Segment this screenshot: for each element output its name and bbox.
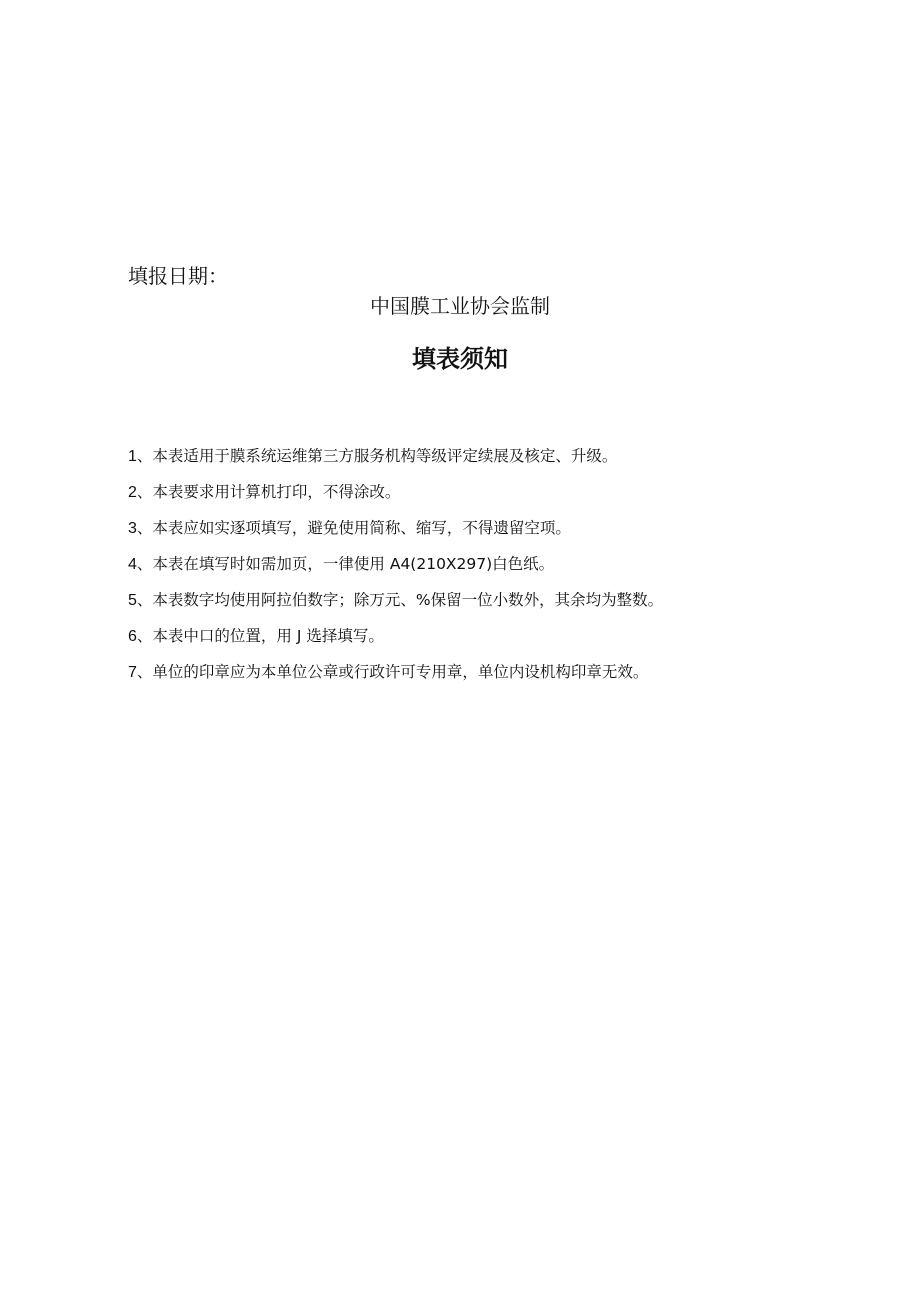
notice-title: 填表须知 <box>412 345 508 373</box>
notice-list <box>128 442 828 694</box>
notice-item-number: 1 <box>128 448 137 465</box>
notice-item-text: 、本表数字均使用阿拉伯数字；除万元、%保留一位小数外，其余均为整数。 <box>136 591 664 609</box>
notice-item-text: 、本表在填写时如需加页，一律使用 A4(210X297)白色纸。 <box>136 555 555 573</box>
notice-item-text: 、单位的印章应为本单位公章或行政许可专用章，单位内设机构印章无效。 <box>136 663 649 681</box>
notice-item-2 <box>128 478 828 514</box>
supervisor-text: 中国膜工业协会监制 <box>370 294 550 318</box>
notice-item-5 <box>128 586 828 622</box>
notice-item-number: 3 <box>128 520 137 537</box>
notice-item-7 <box>128 658 828 694</box>
notice-item-text: 、本表适用于膜系统运维第三方服务机构等级评定续展及核定、升级。 <box>136 447 618 465</box>
notice-item-6 <box>128 622 828 658</box>
notice-item-3 <box>128 514 828 550</box>
notice-item-number: 2 <box>128 484 137 501</box>
fill-date-label: 填报日期： <box>128 264 228 288</box>
notice-item-number: 6 <box>128 628 137 645</box>
notice-item-number: 4 <box>128 556 137 573</box>
notice-item-text: 、本表中口的位置，用 J 选择填写。 <box>136 627 384 645</box>
notice-item-text: 、本表要求用计算机打印，不得涂改。 <box>136 483 401 501</box>
notice-item-text: 、本表应如实逐项填写，避免使用简称、缩写，不得遗留空项。 <box>136 519 571 537</box>
notice-item-number: 7 <box>128 664 137 681</box>
notice-item-1 <box>128 442 828 478</box>
notice-item-4 <box>128 550 828 586</box>
notice-item-number: 5 <box>128 592 137 609</box>
